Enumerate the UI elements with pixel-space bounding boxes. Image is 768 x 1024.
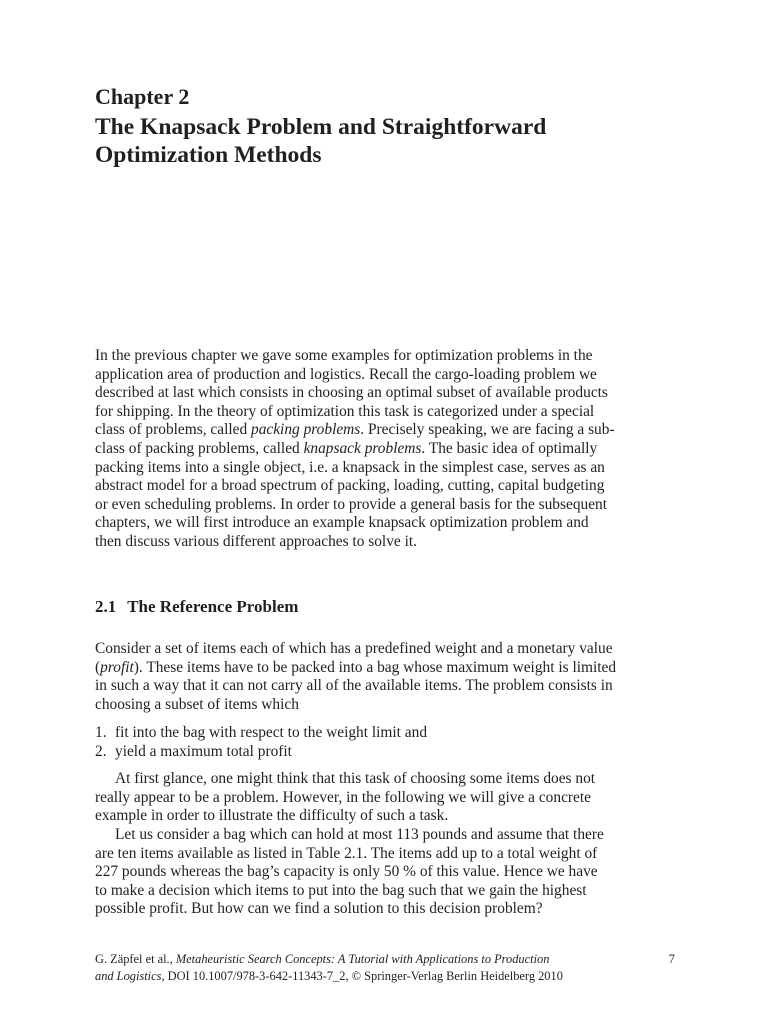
footer-book-title: Metaheuristic Search Concepts: A Tutorial with Applications to Production	[175, 952, 550, 966]
text-line: packing items into a single object, i.e. a knapsack in the simplest case, serves as an	[95, 458, 605, 476]
footer-authors: G. Zäpfel et al.,	[95, 952, 176, 966]
text-line	[95, 659, 675, 678]
footer-row	[95, 951, 675, 968]
text-line	[95, 421, 675, 440]
text-line: for shipping. In the theory of optimization this task is categorized under a special	[95, 402, 595, 420]
text-line: At first glance, one might think that this task of choosing some items does not	[115, 770, 596, 787]
footer-doi: , DOI 10.1007/978-3-642-11343-7_2, © Springer-Verlag Berlin Heidelberg 2010	[161, 969, 563, 983]
text-line: to make a decision which items to put into the bag such that we gain the highest	[95, 881, 587, 899]
text-line: 227 pounds whereas the bag’s capacity is only 50 % of this value. Hence we have	[95, 863, 598, 881]
text-run: class of packing problems, called	[95, 439, 304, 457]
text-line: really appear to be a problem. However, in the following we will give a concrete	[95, 788, 591, 806]
list-number: 2.	[95, 742, 107, 760]
text-run: ). These items have to be packed into a bag whose maximum weight is limited	[133, 658, 617, 676]
paragraph-reference-problem	[95, 640, 675, 714]
paragraph-bag-capacity	[95, 826, 675, 919]
text-run: . Precisely speaking, we are facing a sub-	[360, 421, 615, 439]
chapter-title-line: Optimization Methods	[95, 142, 322, 168]
text-run: (	[95, 658, 101, 676]
text-line: then discuss various different approaches to solve it.	[95, 532, 417, 550]
text-line: in such a way that it can not carry all of the available items. The problem consists in	[95, 677, 613, 695]
text-line: possible profit. But how can we find a solution to this decision problem?	[95, 900, 543, 918]
numbered-list	[95, 724, 675, 761]
section-heading	[95, 596, 298, 618]
chapter-title	[95, 113, 675, 169]
section-number: 2.1	[95, 597, 117, 616]
text-run: class of problems, called	[95, 421, 251, 439]
text-line: abstract model for a broad spectrum of packing, loading, cutting, capital budgeting	[95, 477, 605, 495]
text-line: In the previous chapter we gave some examples for optimization problems in the	[95, 347, 593, 364]
chapter-title-line: The Knapsack Problem and Straightforward	[95, 114, 547, 140]
text-line: example in order to illustrate the difficulty of such a task.	[95, 807, 449, 825]
list-item	[95, 724, 675, 743]
page-footer	[95, 951, 675, 985]
page-number: 7	[668, 952, 675, 966]
text-line: described at last which consists in choosing an optimal subset of available products	[95, 384, 608, 402]
chapter-label: Chapter 2	[95, 84, 190, 109]
list-number: 1.	[95, 724, 107, 741]
italic-term: knapsack problems	[303, 439, 422, 457]
footer-book-title: and Logistics	[95, 969, 162, 983]
intro-paragraph	[95, 347, 675, 552]
paragraph-first-glance	[95, 770, 675, 826]
italic-term: packing problems	[251, 421, 361, 439]
footer-row	[95, 968, 675, 985]
text-run: . The basic idea of optimally	[421, 439, 598, 457]
section-title: The Reference Problem	[127, 597, 299, 616]
text-line: chapters, we will first introduce an example knapsack optimization problem and	[95, 514, 589, 532]
list-text: fit into the bag with respect to the weight limit and	[115, 724, 428, 741]
text-line: are ten items available as listed in Table 2.1. The items add up to a total weight of	[95, 844, 598, 862]
text-line: application area of production and logistics. Recall the cargo-loading problem we	[95, 365, 597, 383]
text-line	[95, 440, 675, 459]
text-line: or even scheduling problems. In order to provide a general basis for the subsequent	[95, 495, 608, 513]
text-line: choosing a subset of items which	[95, 695, 299, 713]
text-line: Let us consider a bag which can hold at most 113 pounds and assume that there	[115, 826, 604, 843]
italic-term: profit	[100, 658, 134, 676]
list-text: yield a maximum total profit	[115, 742, 292, 760]
list-item	[95, 743, 675, 762]
text-line: Consider a set of items each of which has a predefined weight and a monetary value	[95, 640, 613, 657]
